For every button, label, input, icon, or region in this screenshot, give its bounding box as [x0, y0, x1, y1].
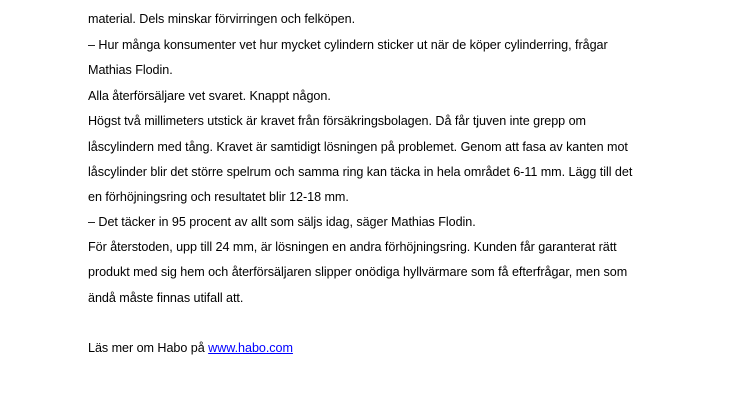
- text-line-12: ändå måste finnas utifall att.: [88, 291, 244, 305]
- footer-line: [88, 340, 293, 356]
- text-line-9: – Det täcker in 95 procent av allt som säljs idag, säger Mathias Flodin.: [88, 215, 476, 229]
- text-line-8: en förhöjningsring och resultatet blir 12-18 mm.: [88, 190, 349, 204]
- text-line-10: För återstoden, upp till 24 mm, är lösningen en andra förhöjningsring. Kunden får garanterat rätt: [88, 240, 617, 254]
- text-line-1: material. Dels minskar förvirringen och felköpen.: [88, 12, 356, 26]
- text-line-2: – Hur många konsumenter vet hur mycket cylindern sticker ut när de köper cylinderring, frågar: [88, 38, 608, 52]
- habo-link[interactable]: www.habo.com: [208, 341, 293, 355]
- text-line-11: produkt med sig hem och återförsäljaren slipper onödiga hyllvärmare som få efterfrågar, men som: [88, 265, 628, 279]
- text-line-4: Alla återförsäljare vet svaret. Knappt någon.: [88, 89, 331, 103]
- text-line-7: låscylinder blir det större spelrum och samma ring kan täcka in hela området 6-11 mm. Lägg till det: [88, 165, 633, 179]
- text-line-5: Högst två millimeters utstick är kravet från försäkringsbolagen. Då får tjuven inte grepp om: [88, 114, 586, 128]
- text-line-6: låscylindern med tång. Kravet är samtidigt lösningen på problemet. Genom att fasa av kanten mot: [88, 140, 628, 154]
- text-line-3: Mathias Flodin.: [88, 63, 173, 77]
- footer-prefix: Läs mer om Habo på: [88, 341, 209, 355]
